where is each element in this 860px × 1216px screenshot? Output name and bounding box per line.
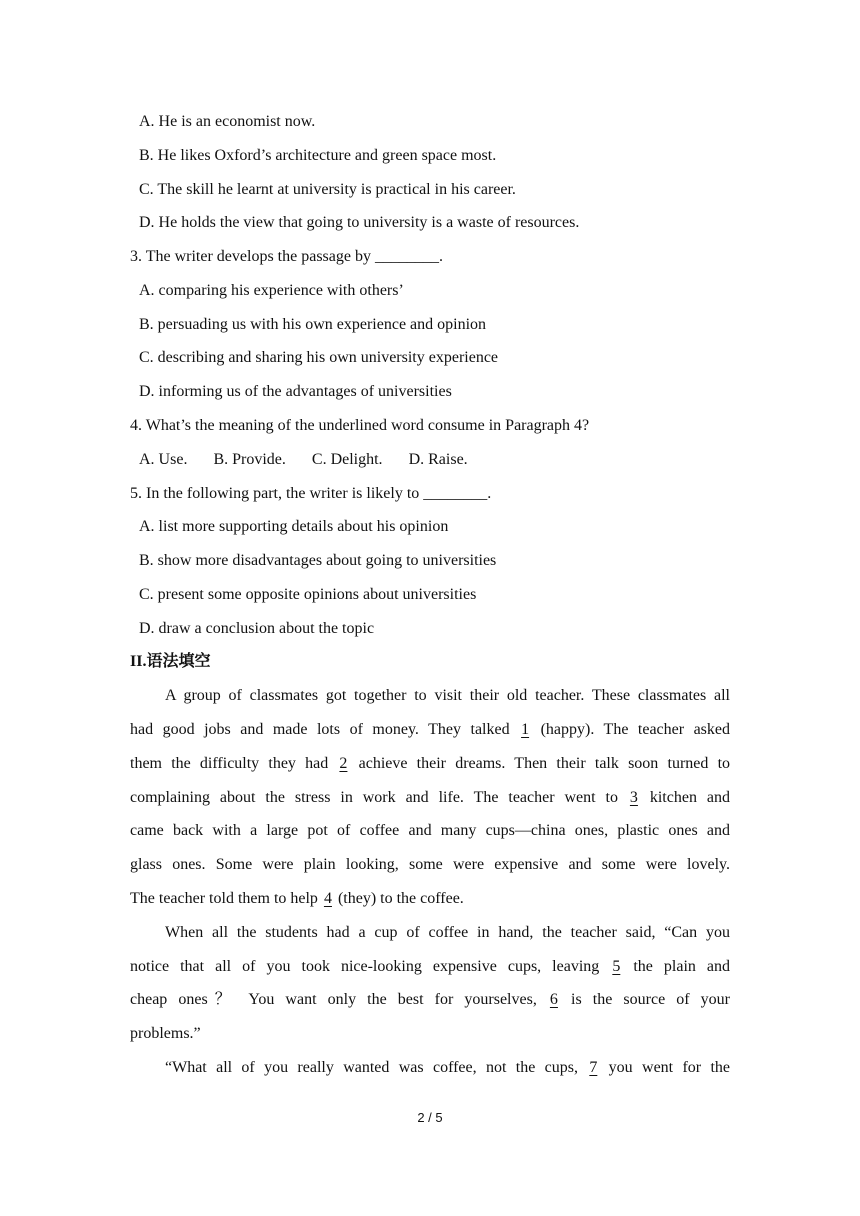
q4-options <box>139 450 739 470</box>
page-number: 2 / 5 <box>417 1110 443 1125</box>
q5-stem: 5. In the following part, the writer is likely to ________. <box>130 485 492 502</box>
section-heading-number: II. <box>130 653 147 670</box>
p3-line-1: “What all of you really wanted was coffee, not the cups, 7 you went for the <box>165 1059 730 1076</box>
p1-line-2: had good jobs and made lots of money. They talked 1 (happy). The teacher asked <box>130 721 731 738</box>
p1-line-1: A group of classmates got together to visit their old teacher. These classmates all <box>165 687 730 704</box>
q3-option-d: D. informing us of the advantages of universities <box>139 383 452 400</box>
blank-3[interactable]: 3 <box>629 789 638 806</box>
q4-option-a: A. Use. <box>139 451 188 468</box>
blank-4[interactable]: 4 <box>323 890 332 907</box>
q3-option-b: B. persuading us with his own experience and opinion <box>139 316 487 333</box>
p1-line-6: glass ones. Some were plain looking, some were expensive and some were lovely. <box>130 856 730 873</box>
p2-line-1: When all the students had a cup of coffee in hand, the teacher said, “Can you <box>165 924 730 941</box>
q3-option-c: C. describing and sharing his own university experience <box>139 349 499 366</box>
q2-option-a: A. He is an economist now. <box>139 113 316 130</box>
p2-line-3: cheap ones？ You want only the best for yourselves, 6 is the source of your <box>130 991 730 1008</box>
blank-1[interactable]: 1 <box>521 721 530 738</box>
q4-option-d: D. Raise. <box>408 451 468 468</box>
section-heading-title: 语法填空 <box>146 653 211 670</box>
p1-line-3: them the difficulty they had 2 achieve their dreams. Then their talk soon turned to <box>130 755 731 772</box>
p1-line-7: The teacher told them to help 4 (they) to the coffee. <box>130 890 464 907</box>
blank-6[interactable]: 6 <box>549 991 558 1008</box>
q3-option-a: A. comparing his experience with others’ <box>139 282 404 299</box>
q3-stem: 3. The writer develops the passage by ________. <box>130 248 443 265</box>
blank-7[interactable]: 7 <box>589 1059 598 1076</box>
q4-option-b: B. Provide. <box>213 451 286 468</box>
q5-option-d: D. draw a conclusion about the topic <box>139 620 375 637</box>
q5-option-a: A. list more supporting details about his opinion <box>139 518 449 535</box>
q5-option-b: B. show more disadvantages about going to universities <box>139 552 497 569</box>
q2-option-d: D. He holds the view that going to university is a waste of resources. <box>139 214 580 231</box>
q4-stem: 4. What’s the meaning of the underlined word consume in Paragraph 4? <box>130 417 590 434</box>
p2-line-4: problems.” <box>130 1025 201 1042</box>
section-heading <box>130 652 730 672</box>
q5-option-c: C. present some opposite opinions about universities <box>139 586 477 603</box>
blank-2[interactable]: 2 <box>339 755 348 772</box>
p1-line-4: complaining about the stress in work and life. The teacher went to 3 kitchen and <box>130 789 730 806</box>
p1-line-5: came back with a large pot of coffee and many cups—china ones, plastic ones and <box>130 822 730 839</box>
blank-5[interactable]: 5 <box>612 958 621 975</box>
q2-option-c: C. The skill he learnt at university is practical in his career. <box>139 181 516 198</box>
q4-option-c: C. Delight. <box>311 451 383 468</box>
q2-option-b: B. He likes Oxford’s architecture and green space most. <box>139 147 497 164</box>
p2-line-2: notice that all of you took nice-looking expensive cups, leaving 5 the plain and <box>130 958 731 975</box>
